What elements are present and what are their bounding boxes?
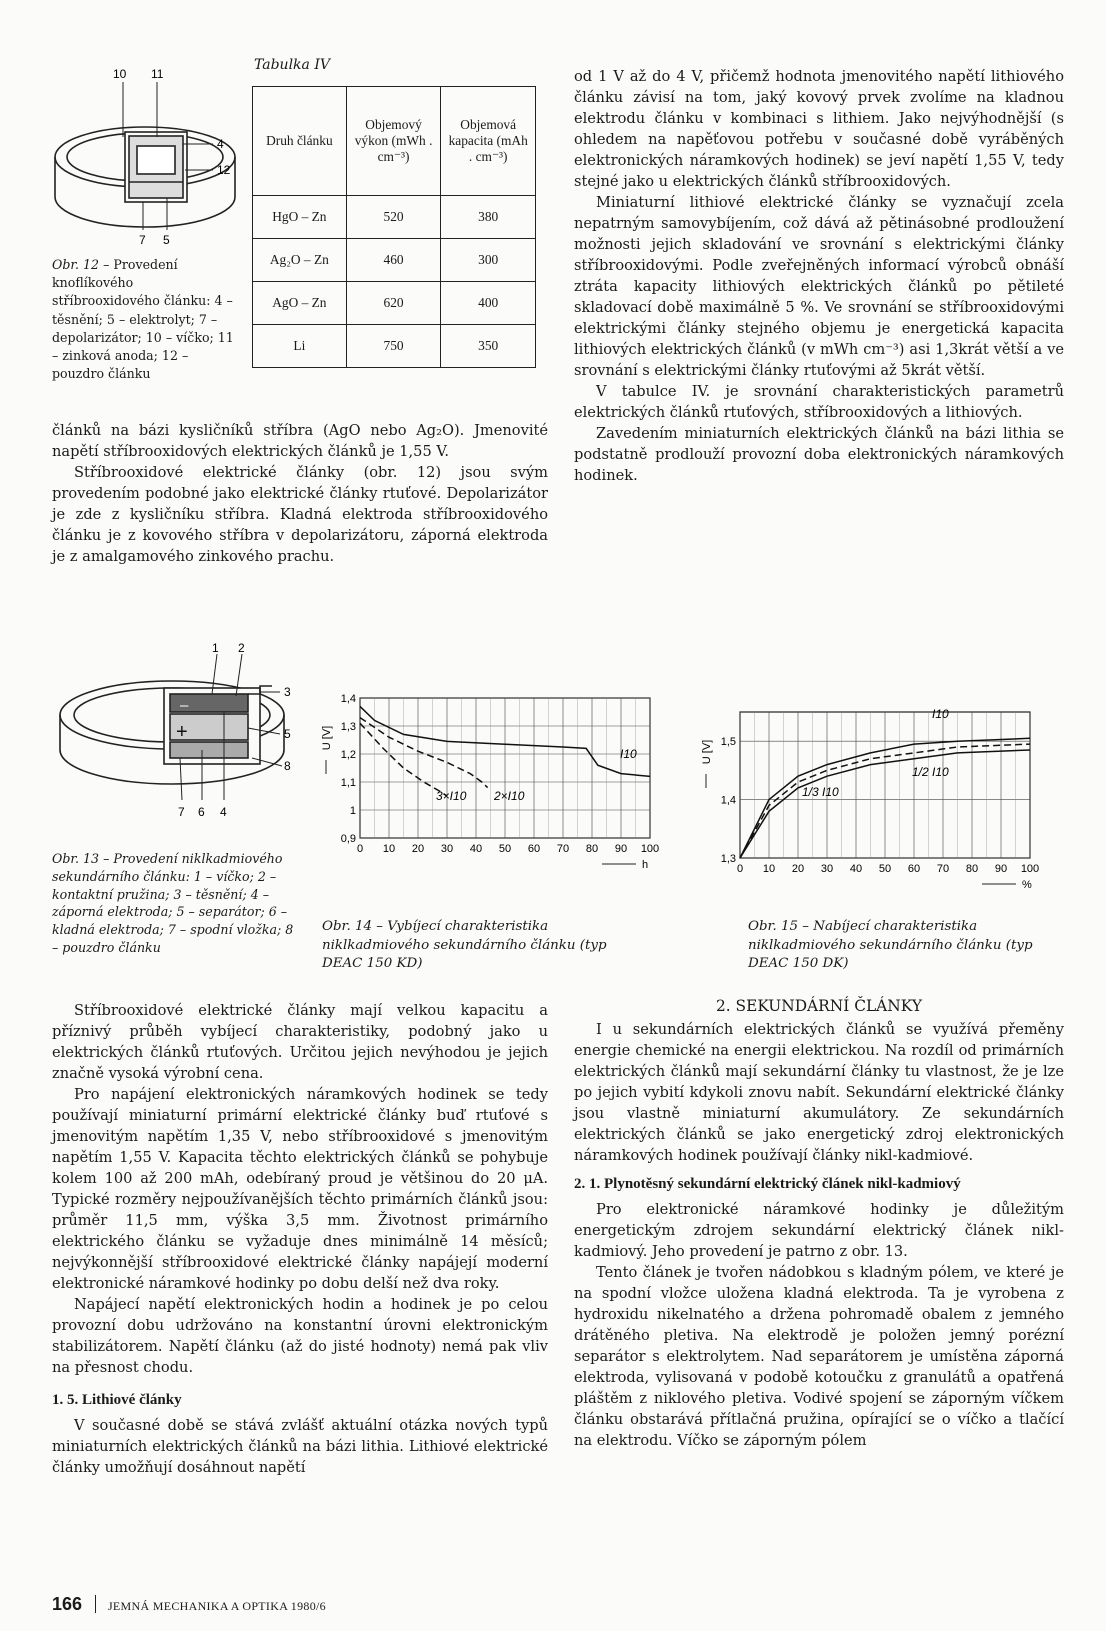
x-tick-label: 70: [556, 843, 570, 855]
paragraph: Zavedením miniaturních elektrických článků na bázi lithia se podstatně prodlouží provozní doba elektronických náramkových hodinek.: [574, 425, 1064, 484]
table-row: [253, 239, 536, 282]
paragraph: V tabulce IV. je srovnání charakteristických parametrů elektrických článků rtuťových, stříbrooxidových a lithiových.: [574, 383, 1064, 421]
fig12-caption-text: – Provedení knoflíkového stříbrooxidového článku: 4 – těsnění; 5 – elektrolyt; 7 – depolarizátor; 10 – víčko; 11 – zinková anoda; 12 – pouzdro článku: [52, 257, 234, 382]
x-tick-label: 50: [878, 863, 892, 875]
left-top-text: [52, 420, 548, 567]
paragraph: Stříbrooxidové elektrické články (obr. 12) jsou svým provedením podobné jako elektrické články rtuťové. Depolarizátor je zde z kysličníku stříbra. Kladná elektroda stříbrooxidového článku je z kovového stříbra v depolarizátoru, záporná elektroda je z amalgamového zinkového prachu.: [52, 464, 548, 565]
fig15-caption-no: Obr. 15: [748, 919, 799, 934]
fig13-label: 5: [284, 727, 291, 741]
paragraph: V současné době se stává zvlášť aktuální otázka nových typů miniaturních elektrických článků na bázi lithia. Lithiové elektrické články umožňují dosáhnout napětí: [52, 1417, 548, 1476]
plus-symbol: +: [176, 721, 188, 743]
x-tick-label: 80: [965, 863, 979, 875]
x-tick-label: 90: [614, 843, 628, 855]
y-axis-label: U [V]: [321, 725, 333, 751]
footer-divider: [95, 1595, 96, 1613]
paragraph: Miniaturní lithiové elektrické články se vyznačují zcela nepatrným samovybíjením, což dává až pětinásobné prodloužení možnosti jejich skladování ve srovnání s elektrickými články stříbrooxidovými. Podle zveřejněných informací výrobců obnáší ztráta kapacity lithiových elektrických článků po pětileté skladovací době maximálně 5 %. Ve srovnání se stříbrooxidovými elektrickými články stejného objemu je energetická kapacita lithiových elektrických článků (v mWh cm⁻³) asi 1,3krát větší a ve srovnání s elektrickými články rtuťovými až 5krát větší.: [574, 194, 1064, 379]
fig14-caption-no: Obr. 14: [322, 919, 373, 934]
table-cell: Li: [253, 325, 347, 368]
paragraph: článků na bázi kysličníků stříbra (AgO nebo Ag₂O). Jmenovité napětí stříbrooxidových elektrických článků je 1,55 V.: [52, 422, 548, 460]
fig14-caption: [322, 918, 647, 974]
x-tick-label: 70: [936, 863, 950, 875]
fig12-caption: [52, 256, 240, 383]
x-tick-label: 0: [356, 843, 364, 855]
table-header: Objemová kapacita (mAh . cm⁻³): [441, 87, 536, 196]
x-tick-label: 40: [849, 863, 863, 875]
y-tick-label: 1,1: [340, 777, 356, 789]
x-tick-label: 60: [907, 863, 921, 875]
x-tick-label: 60: [527, 843, 541, 855]
table-cell: 380: [441, 196, 536, 239]
y-tick-label: 1,3: [340, 721, 356, 733]
fig12-label: 12: [217, 163, 231, 177]
fig13-label: 2: [238, 641, 245, 655]
table-header: Druh článku: [253, 87, 347, 196]
table-cell: 750: [346, 325, 441, 368]
page-footer: [52, 1594, 326, 1615]
section-heading: 2. SEKUNDÁRNÍ ČLÁNKY: [715, 997, 923, 1015]
fig13-caption-text: – Provedení niklkadmiového sekundárního článku: 1 – víčko; 2 – kontaktní pružina; 3 – těsnění; 4 – záporná elektroda; 5 – separátor; 6 – kladná elektroda; 7 – spodní vložka; 8 – pouzdro článku: [52, 851, 294, 955]
x-tick-label: 30: [820, 863, 834, 875]
table-cell: 300: [441, 239, 536, 282]
series-label: I10: [932, 707, 949, 721]
y-tick-label: 1: [349, 805, 356, 817]
table-row: [253, 196, 536, 239]
minus-symbol: –: [180, 697, 189, 714]
table-cell: 620: [346, 282, 441, 325]
right-bottom-text: [574, 996, 1064, 1451]
fig12-label: 5: [163, 233, 170, 247]
fig14-chart: [320, 690, 690, 920]
y-tick-label: 1,3: [720, 853, 736, 865]
fig13-caption-no: Obr. 13: [52, 851, 100, 866]
fig15-chart: [700, 704, 1076, 918]
left-bottom-text: [52, 1000, 548, 1478]
fig12-label: 7: [139, 233, 146, 247]
paragraph: od 1 V až do 4 V, přičemž hodnota jmenovitého napětí lithiového článku závisí na tom, jaký kovový prvek zvolíme na kladnou elektrodu článku v kombinaci s lithiem. Jako nejvýhodnější (s ohledem na napěťovou potřebu v současné době vyráběných elektronických náramkových hodinek) se jeví napětí 1,55 V, tedy stejné jako u elektrických článků stříbrooxidových.: [574, 68, 1064, 190]
x-tick-label: 50: [498, 843, 512, 855]
x-tick-label: 100: [1020, 863, 1040, 875]
x-tick-label: 10: [382, 843, 396, 855]
fig13-drawing: [52, 640, 314, 840]
paragraph: Stříbrooxidové elektrické články mají velkou kapacitu a příznivý průběh vybíjecí charakteristiky, podobný jako u elektrických článků rtuťových. Určitou jejich nevýhodou je jejich značně vysoká výrobní cena.: [52, 1002, 548, 1082]
right-top-text: [574, 66, 1064, 486]
x-tick-label: 40: [469, 843, 483, 855]
x-tick-label: 10: [762, 863, 776, 875]
paragraph: Tento článek je tvořen nádobkou s kladným pólem, ve které je na spodní vložce uložena kladná elektroda. Ta je vyrobena z hydroxidu nikelnatého a držena pohromadě obalem z jemného drátěného pletiva. Na elektrodě je položen jemný porézní separátor s elektrolytem. Nad separátorem je umístěna záporná elektroda, vylisovaná v podobě kotoučku z granulátů a opatřená pláštěm z niklového pletiva. Vodivé spojení se záporným víčkem článku obstarává přítlačná pružina, opírající se o víčko a tlačící na elektrodu. Víčko se záporným pólem: [574, 1264, 1064, 1449]
fig13-caption: [52, 850, 298, 957]
fig13-label: 6: [198, 805, 205, 819]
x-axis-label: %: [1022, 879, 1032, 891]
y-tick-label: 1,2: [340, 749, 356, 761]
journal-name: JEMNÁ MECHANIKA A OPTIKA 1980/6: [107, 1599, 326, 1613]
table-cell: 400: [441, 282, 536, 325]
paragraph: Pro elektronické náramkové hodinky je důležitým energetickým zdrojem sekundární elektrický článek nikl-kadmiový. Jeho provedení je patrno z obr. 13.: [574, 1201, 1064, 1260]
table-cell: HgO – Zn: [253, 196, 347, 239]
table-row: [253, 325, 536, 368]
table-row: [253, 282, 536, 325]
paragraph: Pro napájení elektronických náramkových hodinek se tedy používají miniaturní primární elektrické články buď rtuťové s jmenovitým napětím 1,35 V, nebo stříbrooxidové s jmenovitým napětím 1,55 V. Kapacita těchto elektrických článků se pohybuje kolem 100 až 200 mAh, odebíraný proud je většinou do 20 μA. Typické rozměry nejpoužívanějších těchto primárních článků jsou: průměr 11,5 mm, výška 3,5 mm. Životnost primárního elektrického článku se vyžaduje dnes minimálně 14 měsíců; nejvýkonnější stříbrooxidové elektrické články napájejí moderní elektronické náramkové hodinky po dobu delší než dva roky.: [52, 1086, 548, 1292]
y-tick-label: 1,5: [720, 736, 736, 749]
x-tick-label: 100: [640, 843, 660, 855]
fig12-label: 11: [151, 67, 164, 81]
x-tick-label: 0: [736, 863, 744, 875]
x-tick-label: 80: [585, 843, 599, 855]
section-heading: 1. 5. Lithiové články: [52, 1392, 182, 1408]
x-tick-label: 20: [791, 863, 805, 875]
fig12-caption-no: Obr. 12: [52, 257, 100, 272]
series-label: 2×I10: [494, 789, 525, 803]
paragraph: Napájecí napětí elektronických hodin a hodinek je po celou provozní dobu udržováno na konstantní úrovni elektronickým stabilizátorem. Napětí článku (až do jisté hodnoty) nemá pak vliv na přesnost chodu.: [52, 1296, 548, 1376]
series-label: 1/2 I10: [912, 765, 949, 779]
table-iv: [252, 86, 536, 368]
table-header-row: [253, 87, 536, 196]
page-number: 166: [52, 1594, 83, 1614]
y-tick-label: 1,4: [720, 794, 736, 807]
fig12-label: 4: [217, 137, 224, 151]
table-cell: 460: [346, 239, 441, 282]
y-axis-label: U [V]: [701, 739, 713, 765]
paragraph: I u sekundárních elektrických článků se využívá přeměny energie chemické na energii elektrickou. Na rozdíl od primárních elektrických článků mají sekundární články tu vlastnost, že je lze po jejich vybití kdykoli znovu nabít. Sekundární elektrické články jsou vlastně miniaturní akumulátory. Ze sekundárních elektrických článků se jako energetický zdroj elektronických náramkových hodinek používají články nikl-kadmiové.: [574, 1021, 1064, 1164]
section-heading: 2. 1. Plynotěsný sekundární elektrický článek nikl-kadmiový: [574, 1176, 961, 1192]
fig15-caption-text: – Nabíjecí charakteristika niklkadmiového sekundárního článku (typ DEAC 150 DK): [748, 919, 1033, 972]
table-cell: 520: [346, 196, 441, 239]
series-label: 3×I10: [436, 789, 467, 803]
table-cell: Ag₂O – Zn: [253, 239, 347, 282]
series-label: I10: [620, 747, 637, 761]
table-cell: AgO – Zn: [253, 282, 347, 325]
y-tick-label: 1,4: [340, 693, 356, 705]
fig13-label: 4: [220, 805, 227, 819]
fig13-label: 3: [284, 685, 291, 699]
x-tick-label: 30: [440, 843, 454, 855]
series-line: [360, 718, 488, 788]
fig14-caption-text: – Vybíjecí charakteristika niklkadmiového sekundárního článku (typ DEAC 150 KD): [322, 919, 607, 972]
x-axis-label: h: [642, 859, 649, 871]
fig13-label: 1: [212, 641, 219, 655]
series-label: 1/3 I10: [802, 785, 839, 799]
fig12-drawing: [45, 62, 245, 252]
fig12-label: 10: [113, 67, 127, 81]
fig13-label: 8: [284, 759, 291, 773]
table-cell: 350: [441, 325, 536, 368]
y-tick-label: 0,9: [340, 833, 356, 845]
x-tick-label: 90: [994, 863, 1008, 875]
fig15-caption: [748, 918, 1073, 974]
table-header: Objemový výkon (mWh . cm⁻³): [346, 87, 441, 196]
x-tick-label: 20: [411, 843, 425, 855]
fig13-label: 7: [178, 805, 185, 819]
table-title: Tabulka IV: [254, 57, 330, 73]
